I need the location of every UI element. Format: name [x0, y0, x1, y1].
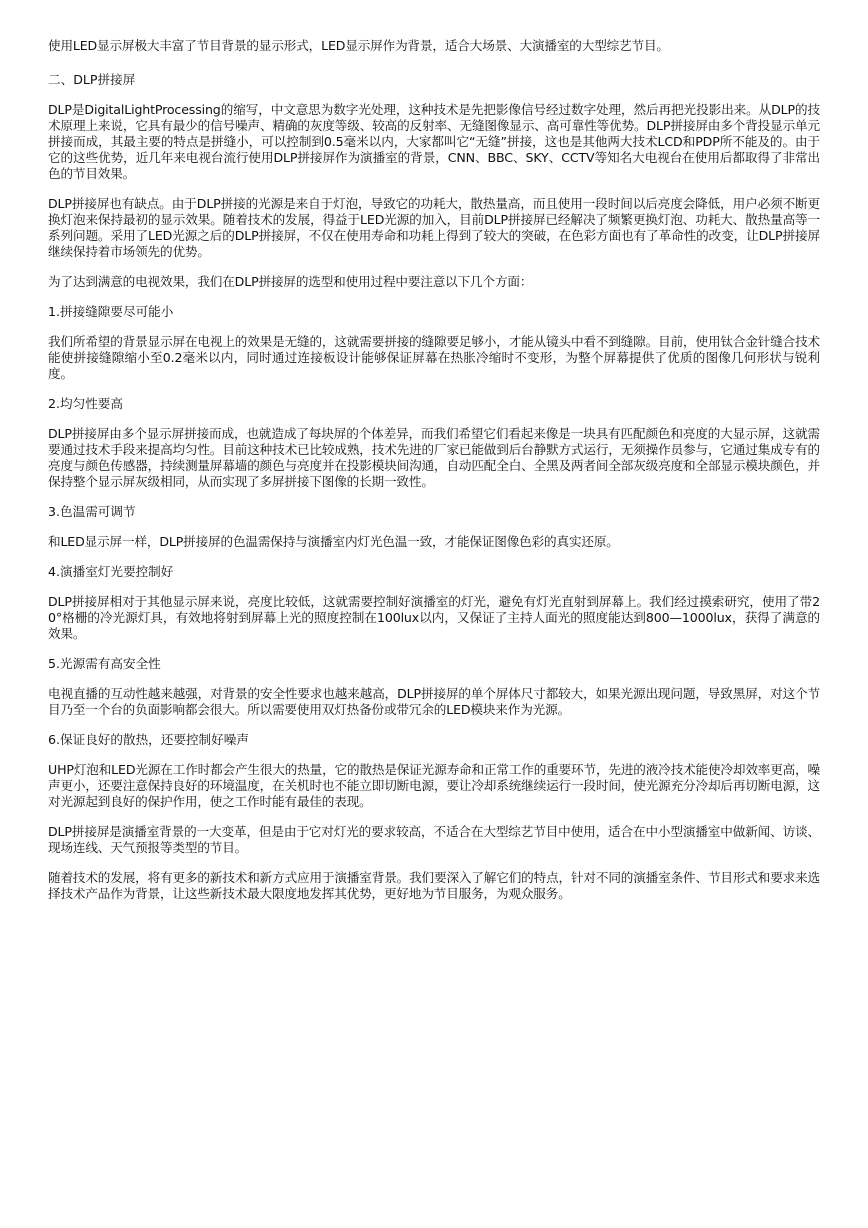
section-heading-dlp: 二、DLP拼接屏 — [48, 72, 136, 87]
subheading-cooling-noise: 6.保证良好的散热，还要控制好噪声 — [48, 732, 249, 747]
paragraph-dlp-summary: DLP拼接屏是演播室背景的一大变革，但是由于它对灯光的要求较高，不适合在大型综艺节目中使用，适合在中小型演播室中做新闻、访谈、现场连线、天气预报等类型的节目。 — [48, 824, 820, 855]
subheading-color-temperature: 3.色温需可调节 — [48, 504, 136, 519]
paragraph-color-temperature: 和LED显示屏一样，DLP拼接屏的色温需保持与演播室内灯光色温一致，才能保证图像色彩的真实还原。 — [48, 534, 619, 549]
paragraph-considerations-intro: 为了达到满意的电视效果，我们在DLP拼接屏的选型和使用过程中要注意以下几个方面： — [48, 274, 533, 289]
paragraph-cooling-noise: UHP灯泡和LED光源在工作时都会产生很大的热量，它的散热是保证光源寿命和正常工作的重要环节，先进的液冷技术能使冷却效率更高，噪声更小，还要注意保持良好的环境温度，在关机时也不能立即切断电源，要让冷却系统继续运行一段时间，使光源充分冷却后再切断电源，这对光源起到良好的保护作用，使之工作时能有最佳的表现。 — [48, 762, 820, 809]
paragraph-light-safety: 电视直播的互动性越来越强，对背景的安全性要求也越来越高，DLP拼接屏的单个屏体尺寸都较大，如果光源出现问题，导致黑屏，对这个节目乃至一个台的负面影响都会很大。所以需要使用双灯热备份或带冗余的LED模块来作为光源。 — [48, 686, 820, 717]
subheading-seam: 1.拼接缝隙要尽可能小 — [48, 304, 174, 319]
paragraph-seam: 我们所希望的背景显示屏在电视上的效果是无缝的，这就需要拼接的缝隙要足够小，才能从镜头中看不到缝隙。目前，使用钛合金针缝合技术能使拼接缝隙缩小至0.2毫米以内，同时通过连接板设计能够保证屏幕在热胀冷缩时不变形，为整个屏幕提供了优质的图像几何形状与锐利度。 — [48, 334, 820, 381]
subheading-lighting-control: 4.演播室灯光要控制好 — [48, 564, 174, 579]
paragraph-uniformity: DLP拼接屏由多个显示屏拼接而成，也就造成了每块屏的个体差异，而我们希望它们看起来像是一块具有匹配颜色和亮度的大显示屏，这就需要通过技术手段来提高均匀性。目前这种技术已比较成熟，技术先进的厂家已能做到后台静默方式运行，无须操作员参与，它通过集成专有的亮度与颜色传感器，持续测量屏幕墙的颜色与亮度并在投影模块间沟通，自动匹配全白、全黑及两者间全部灰级亮度和全部显示模块颜色，并保持整个显示屏灰级相同，从而实现了多屏拼接下图像的长期一致性。 — [48, 426, 820, 489]
paragraph-dlp-drawbacks: DLP拼接屏也有缺点。由于DLP拼接的光源是来自于灯泡，导致它的功耗大，散热量高，而且使用一段时间以后亮度会降低，用户必须不断更换灯泡来保持最初的显示效果。随着技术的发展，得益于LED光源的加入，目前DLP拼接屏已经解决了频繁更换灯泡、功耗大、散热量高等一系列问题。采用了LED光源之后的DLP拼接屏，不仅在使用寿命和功耗上得到了较大的突破，在色彩方面也有了革命性的改变，让DLP拼接屏继续保持着市场领先的优势。 — [48, 196, 820, 259]
subheading-uniformity: 2.均匀性要高 — [48, 396, 123, 411]
subheading-light-safety: 5.光源需有高安全性 — [48, 656, 161, 671]
paragraph-dlp-definition: DLP是DigitalLightProcessing的缩写，中文意思为数字光处理，这种技术是先把影像信号经过数字处理，然后再把光投影出来。从DLP的技术原理上来说，它具有最少的信号噪声、精确的灰度等级、较高的反射率、无缝图像显示、高可靠性等优势。DLP拼接屏由多个背投显示单元拼接而成，其最主要的特点是拼缝小，可以控制到0.5毫米以内，大家都叫它“无缝”拼接，这也是其他两大技术LCD和PDP所不能及的。由于它的这些优势，近几年来电视台流行使用DLP拼接屏作为演播室的背景，CNN、BBC、SKY、CCTV等知名大电视台在使用后都取得了非常出色的节目效果。 — [48, 102, 820, 181]
paragraph-lighting-control: DLP拼接屏相对于其他显示屏来说，亮度比较低，这就需要控制好演播室的灯光，避免有灯光直射到屏幕上。我们经过摸索研究，使用了带20°格栅的冷光源灯具，有效地将射到屏幕上光的照度控制在100lux以内，又保证了主持人面光的照度能达到800—1000lux，获得了满意的效果。 — [48, 594, 820, 641]
paragraph-intro: 使用LED显示屏极大丰富了节目背景的显示形式，LED显示屏作为背景，适合大场景、大演播室的大型综艺节目。 — [48, 38, 669, 53]
paragraph-conclusion: 随着技术的发展，将有更多的新技术和新方式应用于演播室背景。我们要深入了解它们的特点，针对不同的演播室条件、节目形式和要求来选择技术产品作为背景，让这些新技术最大限度地发挥其优势，更好地为节目服务，为观众服务。 — [48, 870, 820, 901]
